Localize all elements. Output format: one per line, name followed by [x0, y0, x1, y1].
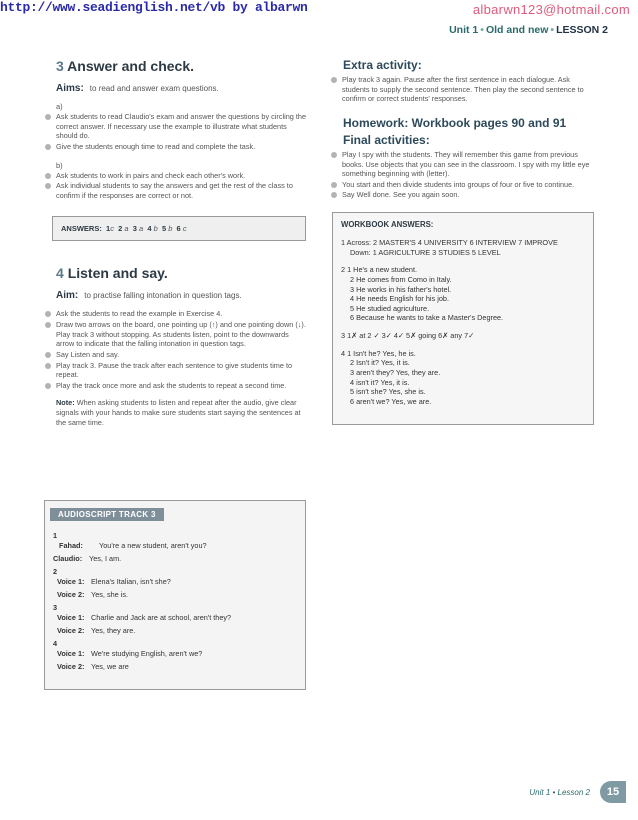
section-4-list — [44, 309, 308, 390]
header-lesson: LESSON 2 — [556, 24, 608, 36]
section-3-aims: Aims: to read and answer exam questions. — [56, 83, 219, 94]
list-item: Say Well done. See you again soon. — [330, 190, 595, 200]
workbook-ex2: 2 1 He's a new student. 2 He comes from Como in Italy. 3 He works in his father's hotel. 4 He needs English for his job. 5 He studied agriculture. 6 Because he wants to take a Master's Degree. — [341, 265, 504, 323]
section-4-aim: Aim: to practise falling intonation in question tags. — [56, 290, 242, 302]
part-a-label: a) — [56, 102, 63, 111]
section-3-title: 3 Answer and check. — [56, 58, 194, 74]
homework-title: Homework: Workbook pages 90 and 91 — [343, 115, 567, 130]
header-unit: Unit 1 — [449, 24, 479, 36]
final-activities-list — [330, 150, 595, 200]
list-item: Give the students enough time to read and complete the task. — [44, 142, 308, 152]
answers-box: ANSWERS: 1c 2 a 3 a 4 b 5 b 6 c — [52, 216, 306, 241]
page-number: 15 — [600, 781, 626, 803]
audioscript-content: 1 Fahad: You're a new student, aren't you? Claudio: Yes, I am. 2 Voice 1: Elena's Italian, isn't she? Voice 2: Yes, she is. 3 Voice 1: Charlie and Jack are at school, aren't they? Voice 2: Yes, they are. 4 Voice 1: We're studying English, aren't we? Voice 2: Yes, we are — [53, 531, 232, 671]
list-item: Play the track once more and ask the students to repeat a second time. — [44, 381, 308, 391]
section-4-title: 4 Listen and say. — [56, 265, 168, 282]
list-item: You start and then divide students into groups of four or five to continue. — [330, 180, 595, 190]
audioscript-box — [44, 500, 306, 690]
workbook-ex1: 1 Across: 2 MASTER'S 4 UNIVERSITY 6 INTERVIEW 7 IMPROVE Down: 1 AGRICULTURE 3 STUDIES 5 LEVEL — [341, 238, 558, 257]
workbook-answers-title: WORKBOOK ANSWERS: — [341, 220, 434, 229]
right-column — [330, 58, 595, 425]
header-topic: Old and new — [485, 24, 549, 36]
page-header: Unit 1 • Old and new • LESSON 2 — [449, 24, 608, 36]
final-activities-title: Final activities: — [343, 132, 430, 147]
list-item: Play I spy with the students. They will remember this game from previous books. Use objects that you can see in the classroom. I spy with my little eye something beginning with (letter). — [330, 150, 595, 179]
list-item: Ask students to work in pairs and check each other's work. — [44, 171, 308, 181]
workbook-ex4: 4 1 Isn't he? Yes, he is. 2 Isn't it? Yes, it is. 3 aren't they? Yes, they are. 4 isn't it? Yes, it is. 5 isn't she? Yes, she is. 6 aren't we? Yes, we are. — [341, 348, 441, 406]
list-item: Draw two arrows on the board, one pointing up (↑) and one pointing down (↓). Play track 3 without stopping. As students listen, point to the downwards arrow to indicate that the falling intonation in question tags. — [44, 320, 308, 349]
extra-activity-title: Extra activity: — [343, 58, 422, 72]
list-item: Play track 3. Pause the track after each sentence to give students time to repeat. — [44, 361, 308, 380]
extra-activity-list — [330, 75, 595, 104]
list-item: Ask the students to read the example in Exercise 4. — [44, 309, 308, 319]
part-a-list — [44, 112, 308, 152]
part-b-label: b) — [56, 160, 63, 170]
section-4-note: Note: When asking students to listen and repeat after the audio, give clear signals with your hands to make sure students start saying the sentences at the same time. — [56, 398, 301, 427]
footer-lesson: Unit 1 • Lesson 2 — [529, 788, 590, 797]
workbook-answers-box — [332, 212, 594, 425]
workbook-ex3: 3 1✗ at 2 ✓ 3✓ 4✓ 5✗ going 6✗ any 7✓ — [341, 331, 475, 340]
watermark-url[interactable]: http://www.seadienglish.net/vb by albarwn — [0, 0, 308, 15]
audioscript-title: AUDIOSCRIPT TRACK 3 — [50, 508, 164, 521]
list-item: Ask individual students to say the answers and get the rest of the class to confirm if the responses are correct or not. — [44, 181, 308, 200]
list-item: Ask students to read Claudio's exam and answer the questions by circling the correct answer. If necessary use the example to illustrate what students should do. — [44, 112, 308, 141]
list-item: Play track 3 again. Pause after the first sentence in each dialogue. Ask students to supply the second sentence. Then play the second sentence to confirm or correct students' responses. — [330, 75, 595, 104]
watermark-email: albarwn123@hotmail.com — [472, 2, 630, 17]
left-column — [44, 58, 308, 427]
list-item: Say Listen and say. — [44, 350, 308, 360]
part-b-list — [44, 171, 308, 201]
